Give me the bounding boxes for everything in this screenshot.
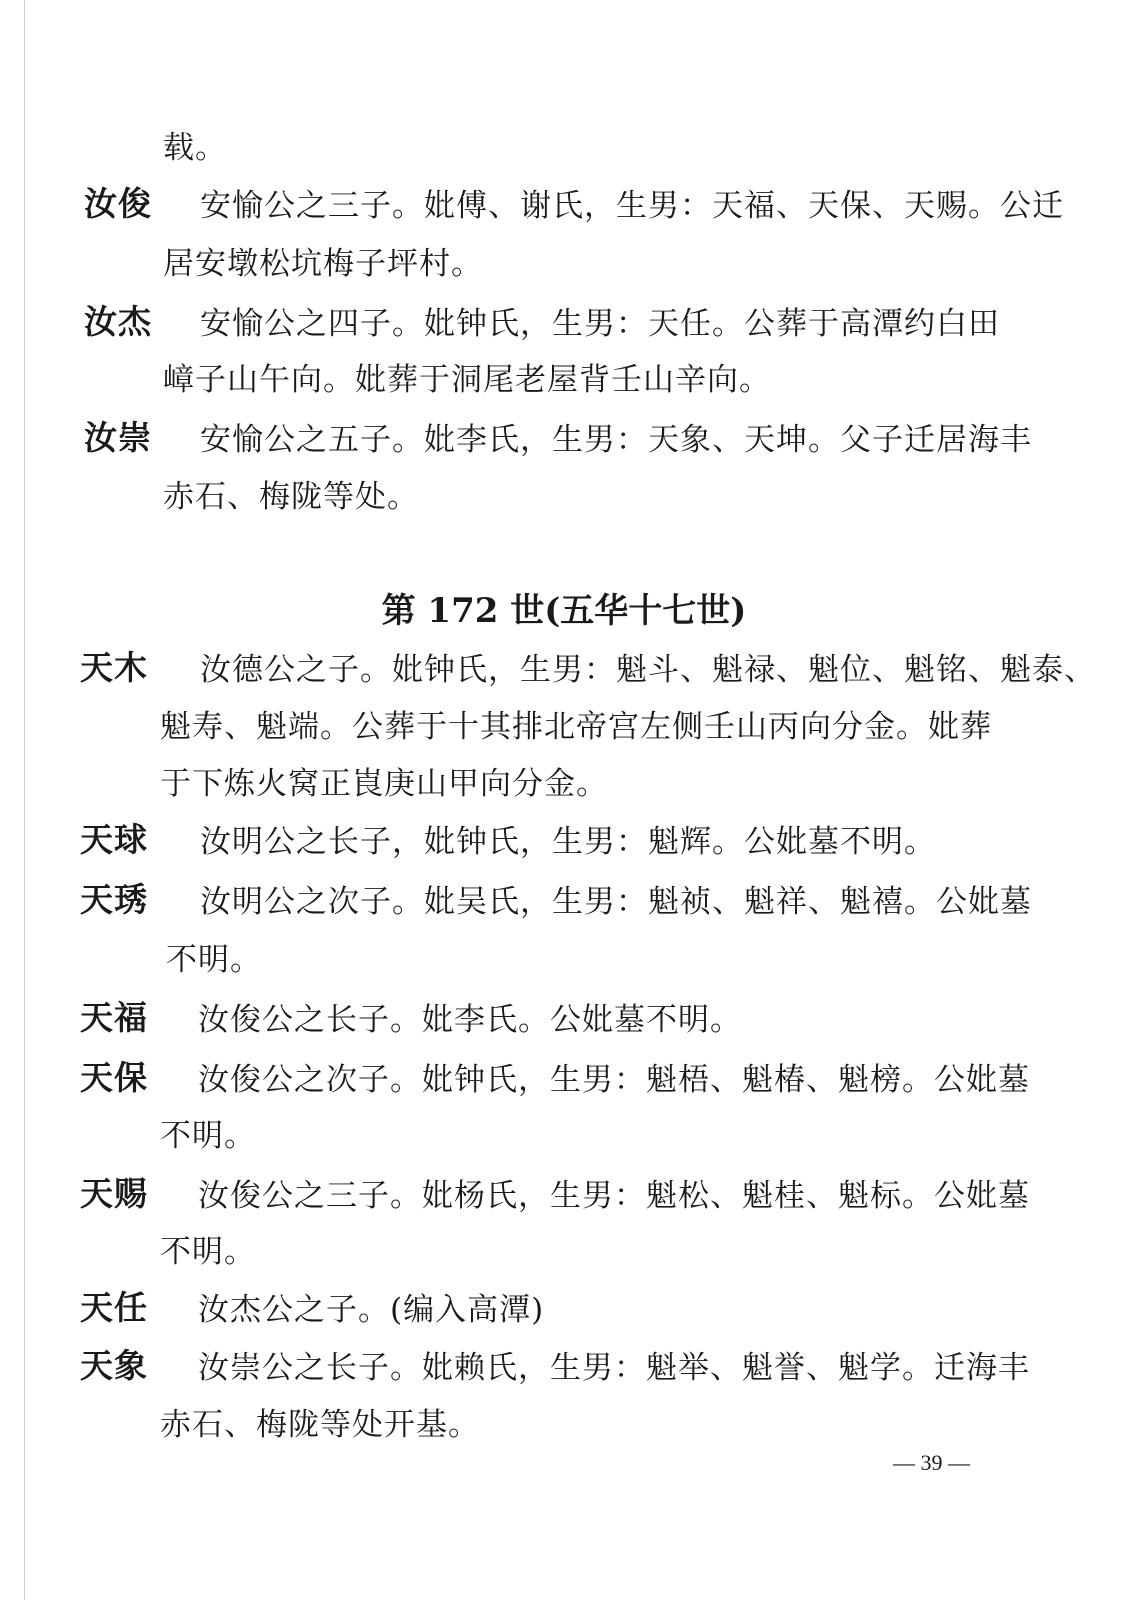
entry-text-line: 汝明公之长子，妣钟氏，生男：魁辉。公妣墓不明。: [200, 824, 936, 860]
entry-text-line: 居安墩松坑梅子坪村。: [163, 246, 483, 282]
entry-text-line: 汝德公之子。妣钟氏，生男：魁斗、魁禄、魁位、魁铭、魁泰、: [200, 652, 1096, 688]
entry-text-line: 汝崇公之长子。妣赖氏，生男：魁举、魁誉、魁学。迁海丰: [198, 1350, 1030, 1386]
entry-text-line: 不明。: [160, 1118, 256, 1154]
entry-text-line: 嶂子山午向。妣葬于洞尾老屋背壬山辛向。: [163, 362, 771, 398]
entry-text-line: 安愉公之三子。妣傅、谢氏，生男：天福、天保、天赐。公迁: [200, 188, 1064, 224]
entry-text-line: 于下炼火窝正崀庚山甲向分金。: [160, 766, 608, 802]
section-heading: 第 172 世(五华十七世): [381, 591, 747, 631]
entry-text-line: 不明。: [160, 1234, 256, 1270]
entry-name: 天赐: [80, 1174, 148, 1213]
continuation-line: 载。: [163, 130, 227, 166]
entry-name: 天福: [80, 998, 148, 1037]
entry-text-line: 赤石、梅陇等处开基。: [160, 1407, 480, 1443]
entry-name: 汝崇: [84, 418, 152, 457]
entry-name: 天木: [80, 648, 148, 687]
entry-text-line: 汝俊公之三子。妣杨氏，生男：魁松、魁桂、魁标。公妣墓: [198, 1178, 1030, 1214]
entry-name: 天保: [80, 1058, 148, 1097]
entry-name: 天任: [80, 1288, 148, 1327]
entry-name: 天象: [80, 1346, 148, 1385]
entry-name: 天球: [80, 820, 148, 859]
entry-text-line: 赤石、梅陇等处。: [163, 479, 419, 515]
entry-name: 汝俊: [84, 184, 152, 223]
entry-text-line: 汝明公之次子。妣吴氏，生男：魁祯、魁祥、魁禧。公妣墓: [200, 884, 1032, 920]
entry-name: 天琇: [80, 880, 148, 919]
page-number: — 39 —: [893, 1450, 970, 1475]
entry-text-line: 安愉公之五子。妣李氏，生男：天象、天坤。父子迁居海丰: [200, 422, 1032, 458]
entry-text-line: 汝俊公之次子。妣钟氏，生男：魁梧、魁椿、魁榜。公妣墓: [198, 1062, 1030, 1098]
entry-text-line: 汝俊公之长子。妣李氏。公妣墓不明。: [198, 1002, 742, 1038]
entry-text-line: 魁寿、魁端。公葬于十其排北帝宫左侧壬山丙向分金。妣葬: [160, 709, 992, 745]
entry-name: 汝杰: [84, 302, 152, 341]
entry-text-line: 汝杰公之子。(编入高潭): [198, 1292, 545, 1328]
entry-text-line: 不明。: [166, 942, 262, 978]
entry-text-line: 安愉公之四子。妣钟氏，生男：天任。公葬于高潭约白田: [200, 306, 1000, 342]
